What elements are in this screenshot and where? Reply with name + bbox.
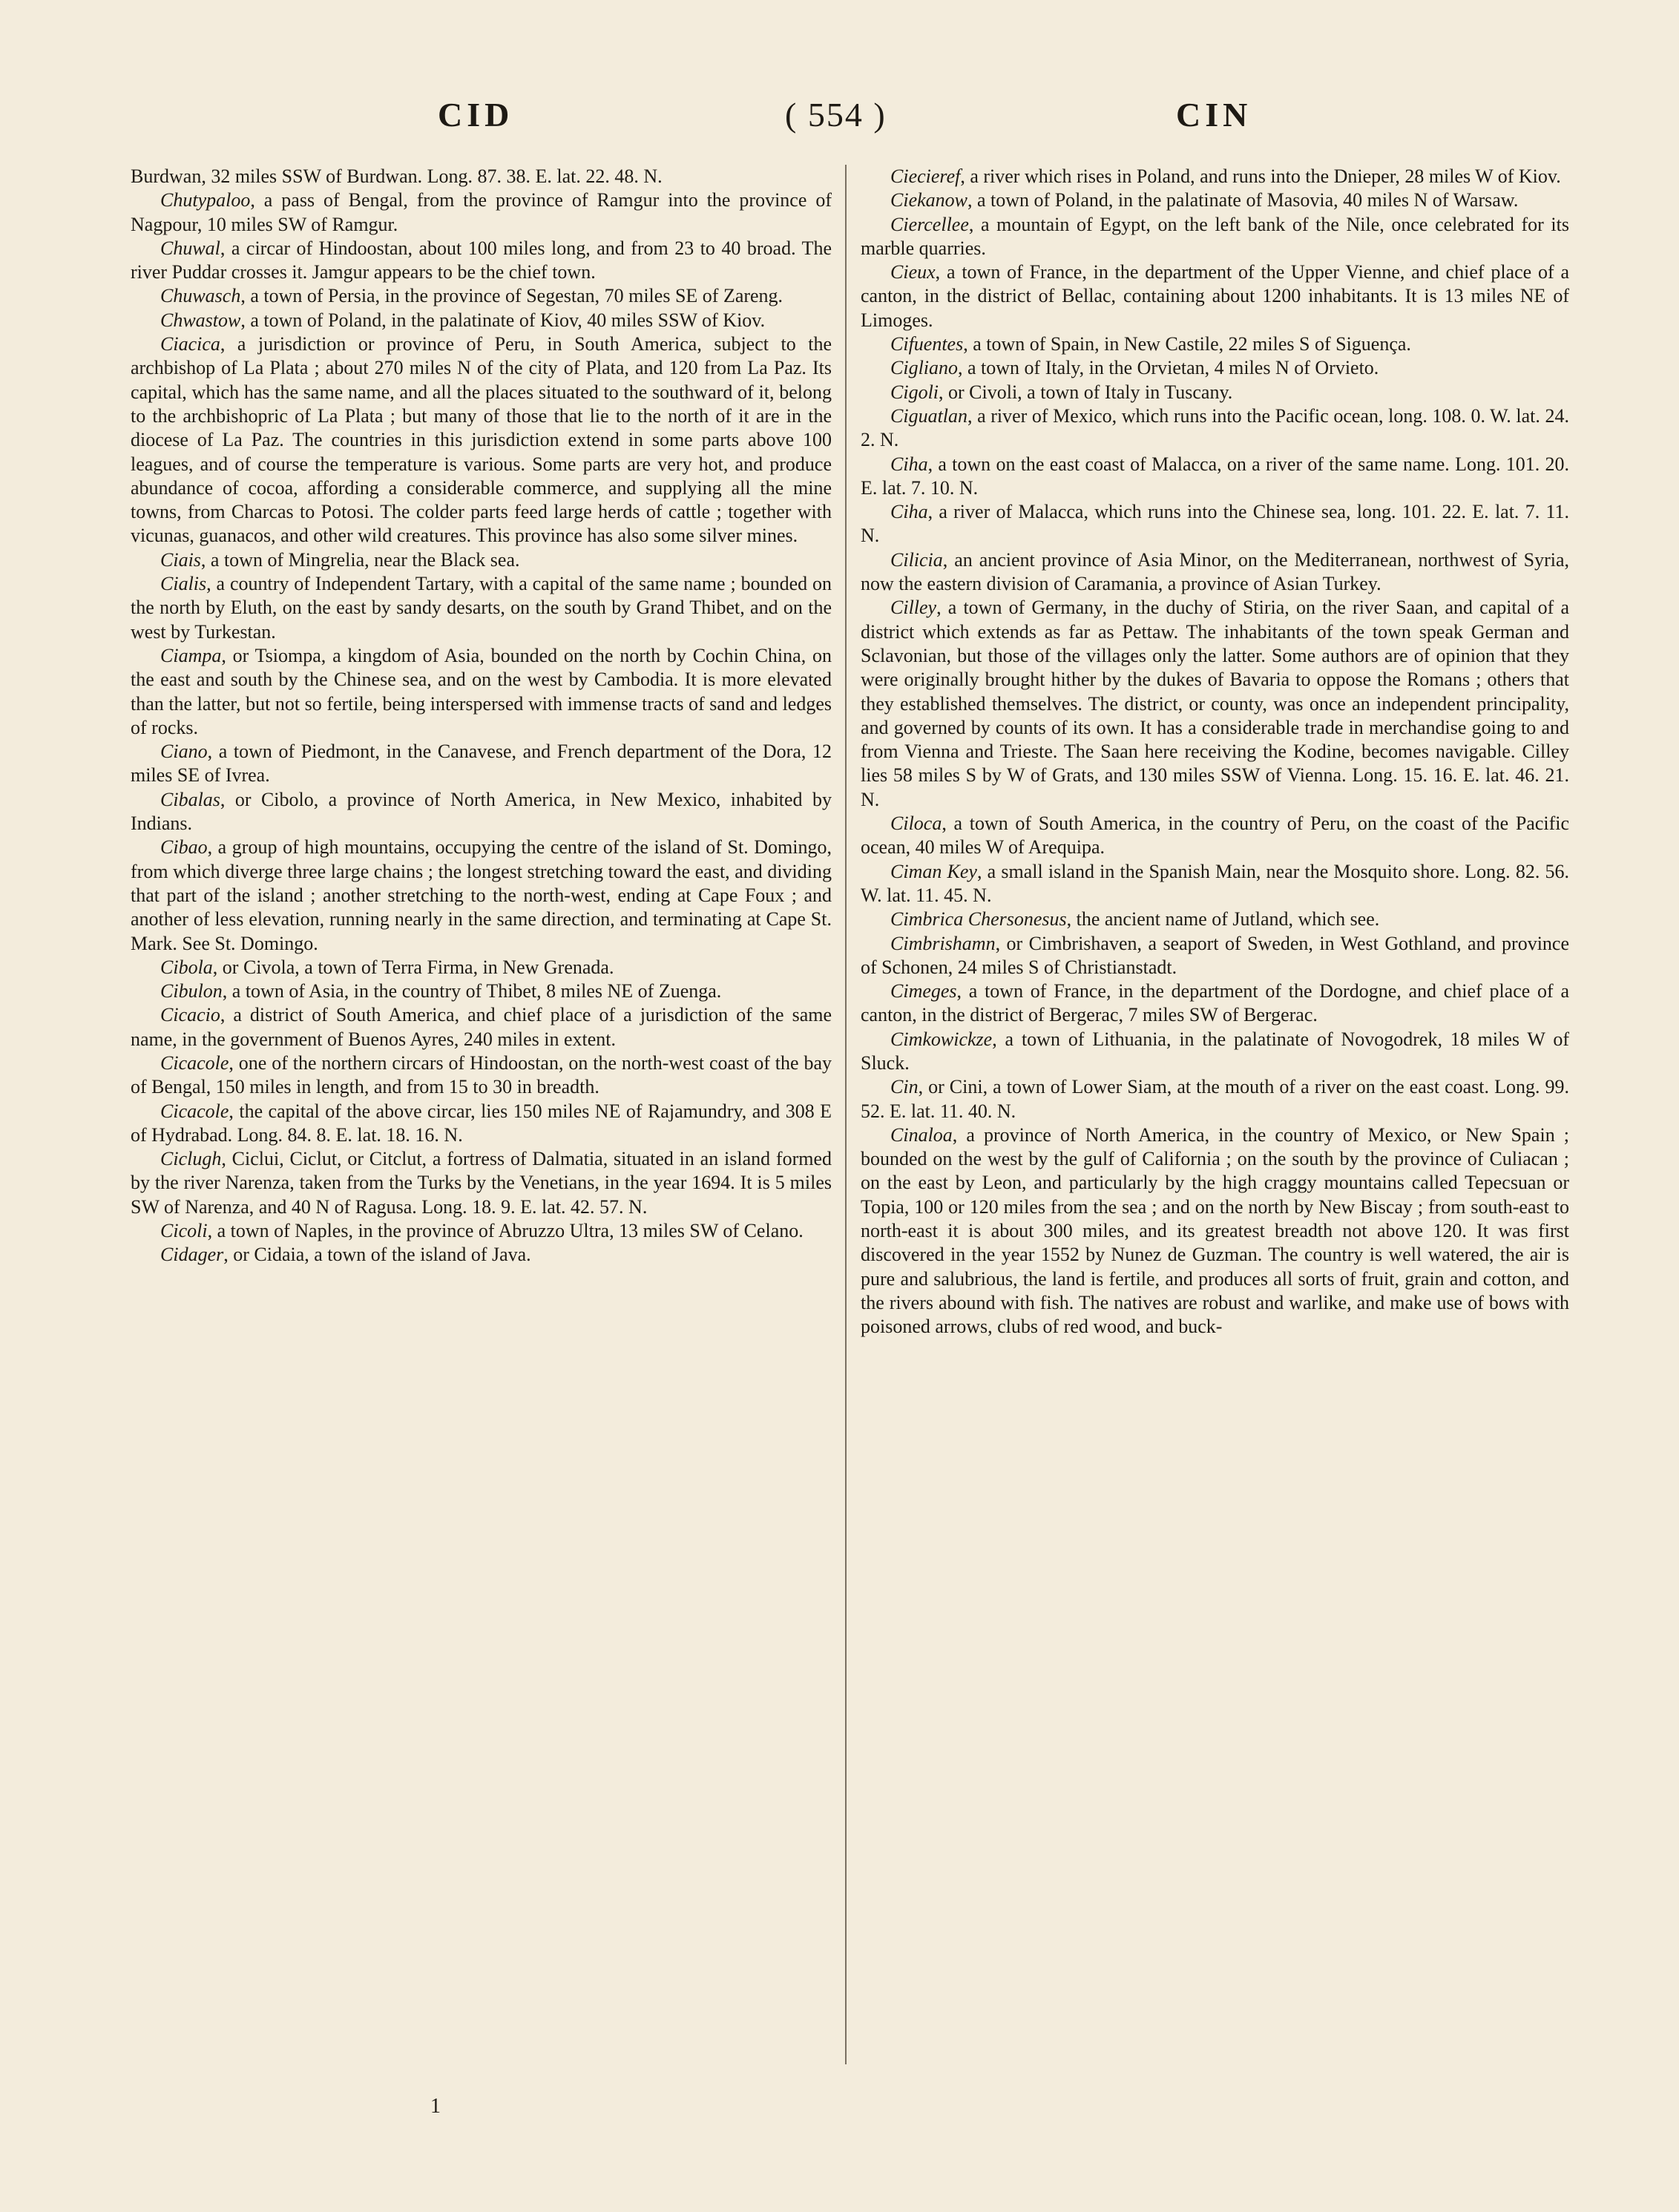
entry — [861, 812, 1569, 860]
entry-headword: Ciacica — [160, 333, 220, 355]
entry-text: , a country of Independent Tartary, with a capital of the same name ; bounded on the north by Eluth, on the east by sandy desarts, on the south by Grand Thibet, and on the west by Turkestan. — [131, 573, 832, 643]
entry — [131, 332, 832, 548]
entry-headword: Cimkowickze — [890, 1028, 993, 1050]
entry-headword: Cibalas — [160, 788, 220, 810]
entry — [131, 1003, 832, 1051]
entry-text: , a town of France, in the department of the Dordogne, and chief place of a canton, in the district of Bergerac, 7 miles SW of Bergerac. — [861, 980, 1569, 1026]
entry-text: , or Civoli, a town of Italy in Tuscany. — [939, 381, 1233, 403]
entry — [131, 188, 832, 237]
entry-headword: Cicacole — [160, 1100, 229, 1122]
entry-text: , a town of Asia, in the country of Thibet, 8 miles NE of Zuenga. — [222, 980, 722, 1002]
entry-text: Burdwan, 32 miles SSW of Burdwan. Long. 87. 38. E. lat. 22. 48. N. — [131, 165, 663, 187]
entry-text: , Ciclui, Ciclut, or Citclut, a fortress of Dalmatia, situated in an island formed by the river Narenza, taken from the Turks by the Venetians, in the year 1694. It is 5 miles SW of Narenza, and 40 N of Ragusa. Long. 18. 9. E. lat. 42. 57. N. — [131, 1148, 832, 1218]
entry-text: , a town of Mingrelia, near the Black sea. — [200, 548, 520, 571]
entry-text: , an ancient province of Asia Minor, on the Mediterranean, northwest of Syria, now the eastern division of Caramania, a province of Asian Turkey. — [861, 548, 1569, 595]
entry-headword: Cicacole — [160, 1051, 229, 1074]
entry-text: , a town of France, in the department of the Upper Vienne, and chief place of a canton, in the district of Bellac, containing about 1200 inhabitants. It is 13 miles NE of Limoges. — [861, 261, 1569, 331]
entry-headword: Cimbrishamn — [890, 932, 996, 954]
entry — [131, 237, 832, 285]
entry — [861, 453, 1569, 501]
entry-headword: Cibola — [160, 956, 213, 978]
entry — [131, 956, 832, 979]
entry — [861, 979, 1569, 1028]
entry-headword: Ciercellee — [890, 213, 969, 235]
entry-headword: Ciha — [890, 453, 928, 475]
entry-text: , a small island in the Spanish Main, near the Mosquito shore. Long. 82. 56. W. lat. 11. 45. N. — [861, 860, 1570, 906]
entry-text: , a town of Piedmont, in the Canavese, and French department of the Dora, 12 miles SE of Ivrea. — [131, 741, 832, 787]
entry-text: , a group of high mountains, occupying the centre of the island of St. Domingo, from which diverge three large chains ; the longest stretching toward the east, and dividing that part of the island ; another stretching to the north-west, ending at Cape Foux ; and another of less elevation, running nearly in the same direction, and terminating at Cape St. Mark. See St. Domingo. — [131, 836, 832, 954]
entry-headword: Ciloca — [890, 813, 942, 835]
entry-text: , a circar of Hindoostan, about 100 miles long, and from 23 to 40 broad. The river Puddar crosses it. Jamgur appears to be the chief town. — [131, 237, 832, 283]
entry-headword: Cieux — [890, 261, 936, 283]
entry — [131, 740, 832, 788]
entry-text: , a town of Poland, in the palatinate of Masovia, 40 miles N of Warsaw. — [967, 189, 1519, 211]
entry-text: , a town of Germany, in the duchy of Stiria, on the river Saan, and capital of a district which extends as far as Pettaw. The inhabitants of the town speak German and Sclavonian, but those of the villages only the latter. Some authors are of opinion that they were originally brought hither by the dukes of Bavaria to oppose the Romans ; others that they established themselves. The district, or county, was once an independent principality, and governed by counts of its own. It has a considerable trade in merchandise going to and from Vienna and Trieste. The Saan here receiving the Kodine, becomes navigable. Cilley lies 58 miles S by W of Grats, and 130 miles SSW of Vienna. Long. 15. 16. E. lat. 46. 21. N. — [861, 597, 1569, 810]
entry — [131, 836, 832, 955]
entry-text: , a river of Malacca, which runs into the Chinese sea, long. 101. 22. E. lat. 7. 11. N. — [861, 501, 1569, 547]
entry — [861, 596, 1569, 812]
entry-headword: Cilley — [890, 597, 937, 619]
entry-headword: Cimbrica Chersonesus — [890, 908, 1067, 931]
running-header — [0, 95, 1679, 140]
entry-text: , a town of South America, in the country of Peru, on the coast of the Pacific ocean, 40 miles W of Arequipa. — [861, 813, 1569, 859]
entry-text: , one of the northern circars of Hindoostan, on the north-west coast of the bay of Bengal, 150 miles in length, and from 15 to 30 in breadth. — [131, 1051, 832, 1098]
entry-headword: Cigoli — [890, 381, 939, 403]
entry — [861, 381, 1569, 404]
entry — [131, 1100, 832, 1148]
entry — [861, 213, 1569, 261]
entry-text: , the ancient name of Jutland, which see. — [1066, 908, 1380, 931]
entry-text: , or Cibolo, a province of North America, in New Mexico, inhabited by Indians. — [131, 788, 832, 835]
entry — [861, 404, 1569, 453]
entry-headword: Cimeges — [890, 980, 957, 1002]
entry — [131, 644, 832, 740]
entry-headword: Cilicia — [890, 548, 943, 571]
entry-text: , a pass of Bengal, from the province of Ramgur into the province of Nagpour, 10 miles SW of Ramgur. — [131, 189, 832, 235]
entry-headword: Cigliano — [890, 357, 959, 379]
entry — [131, 1147, 832, 1219]
entry — [131, 1051, 832, 1100]
entry — [861, 860, 1569, 908]
entry — [131, 309, 832, 332]
header-right-catchword: CIN — [1176, 96, 1252, 134]
entry-headword: Cin — [890, 1076, 919, 1098]
entry-headword: Ciecieref — [890, 165, 961, 187]
entry-headword: Cibao — [160, 836, 208, 859]
entry-headword: Ciano — [160, 741, 208, 763]
entry — [861, 1075, 1569, 1123]
entry — [861, 500, 1569, 548]
entry — [861, 548, 1569, 597]
entry-headword: Ciman Key — [890, 860, 977, 882]
entry-headword: Chuwal — [160, 237, 220, 259]
entry — [861, 260, 1569, 332]
entry — [861, 332, 1569, 356]
entry — [131, 788, 832, 836]
entry-text: , a town on the east coast of Malacca, on a river of the same name. Long. 101. 20. E. lat. 7. 10. N. — [861, 453, 1569, 499]
entry — [861, 1028, 1569, 1076]
entry-headword: Ciguatlan — [890, 404, 968, 427]
entry-text: , a province of North America, in the country of Mexico, or New Spain ; bounded on the west by the gulf of California ; on the south by the province of Culiacan ; on the east by Leon, and particularly by the high craggy mountains called Tepecsuan or Topia, 100 or 120 miles from the sea ; and on the north by New Biscay ; from south-east to north-east it is about 300 miles, and its greatest breadth not above 120. It was first discovered in the year 1552 by Nunez de Guzman. The country is well watered, the air is pure and salubrious, the land is fertile, and produces all sorts of fruit, grain and cotton, and the rivers abound with fish. The natives are robust and warlike, and make use of bows with poisoned arrows, clubs of red wood, and buck- — [861, 1123, 1569, 1338]
entry — [861, 188, 1569, 212]
entry-headword: Chuwasch — [160, 285, 241, 307]
entry — [131, 572, 832, 644]
entry-text: , a river which rises in Poland, and runs into the Dnieper, 28 miles W of Kiov. — [960, 165, 1561, 187]
entry — [131, 284, 832, 308]
entry — [131, 979, 832, 1003]
entry — [861, 356, 1569, 380]
entry-text: , a town of Italy, in the Orvietan, 4 miles N of Orvieto. — [958, 357, 1379, 379]
signature-mark: 1 — [430, 2095, 441, 2118]
entry — [131, 1243, 832, 1267]
entry-headword: Cialis — [160, 573, 207, 595]
entry-headword: Cinaloa — [890, 1123, 953, 1146]
entry — [861, 1123, 1569, 1339]
entry-text: , a town of Naples, in the province of Abruzzo Ultra, 13 miles SW of Celano. — [207, 1220, 804, 1242]
entry — [861, 908, 1569, 931]
entry-text: , the capital of the above circar, lies 150 miles NE of Rajamundry, and 308 E of Hydrabad. Long. 84. 8. E. lat. 18. 16. N. — [131, 1100, 832, 1146]
entry-text: , a town of Persia, in the province of Segestan, 70 miles SE of Zareng. — [240, 285, 783, 307]
column-divider — [845, 165, 847, 2064]
entry-headword: Ciampa — [160, 644, 222, 666]
entry-text: , a town of Spain, in New Castile, 22 miles S of Siguença. — [963, 333, 1411, 355]
entry-text: , or Cimbrishaven, a seaport of Sweden, in West Gothland, and province of Schonen, 24 miles S of Christianstadt. — [861, 932, 1569, 978]
entry-headword: Cicacio — [160, 1004, 220, 1026]
entry-text: , a river of Mexico, which runs into the Pacific ocean, long. 108. 0. W. lat. 24. 2. N. — [861, 404, 1569, 451]
entry-text: , a jurisdiction or province of Peru, in South America, subject to the archbishop of La Plata ; about 270 miles N of the city of Plata, and 120 from La Paz. Its capital, which has the same name, and all the places situated to the southward of it, belong to the archbishopric of La Plata ; but many of those that lie to the north of it are in the diocese of La Paz. The countries in this jurisdiction extend in some parts above 100 leagues, and of course the temperature is various. Some parts are very hot, and produce abundance of cocoa, affording a considerable commerce, and supplying all the mine towns, from Charcas to Potosi. The colder parts feed large herds of cattle ; together with vicunas, guanacos, and other wild creatures. This province has also some silver mines. — [131, 333, 832, 547]
entry — [131, 165, 832, 188]
entry-headword: Chutypaloo — [160, 189, 251, 211]
entry-text: , or Cidaia, a town of the island of Java. — [223, 1244, 531, 1266]
header-left-catchword: CID — [438, 96, 514, 134]
entry-text: , a town of Lithuania, in the palatinate of Novogodrek, 18 miles W of Sluck. — [861, 1028, 1569, 1074]
page-number: ( 554 ) — [785, 96, 887, 134]
entry-headword: Cifuentes — [890, 333, 964, 355]
entry-headword: Ciais — [160, 548, 201, 571]
entry — [861, 165, 1569, 188]
entry-headword: Chwastow — [160, 309, 241, 331]
entry-text: , or Civola, a town of Terra Firma, in New Grenada. — [212, 956, 614, 978]
entry-text: , or Tsiompa, a kingdom of Asia, bounded on the north by Cochin China, on the east and south by the Chinese sea, and on the west by Cambodia. It is more elevated than the latter, but not so fertile, being interspersed with immense tracts of sand and ledges of rocks. — [131, 644, 832, 738]
entry-headword: Ciha — [890, 501, 928, 523]
entry-headword: Ciclugh — [160, 1148, 222, 1170]
entry — [131, 1219, 832, 1243]
entry-headword: Ciekanow — [890, 189, 967, 211]
entry-headword: Cicoli — [160, 1220, 208, 1242]
entry-headword: Cibulon — [160, 980, 223, 1002]
entry-text: , a mountain of Egypt, on the left bank of the Nile, once celebrated for its marble quarries. — [861, 213, 1569, 259]
left-column — [131, 165, 832, 1267]
entry-text: , a district of South America, and chief place of a jurisdiction of the same name, in the government of Buenos Ayres, 240 miles in extent. — [131, 1004, 832, 1050]
right-column — [861, 165, 1569, 1339]
entry — [861, 932, 1569, 980]
entry-text: , or Cini, a town of Lower Siam, at the mouth of a river on the east coast. Long. 99. 52. E. lat. 11. 40. N. — [861, 1076, 1569, 1122]
entry-text: , a town of Poland, in the palatinate of Kiov, 40 miles SSW of Kiov. — [240, 309, 766, 331]
entry — [131, 548, 832, 572]
entry-headword: Cidager — [160, 1244, 224, 1266]
